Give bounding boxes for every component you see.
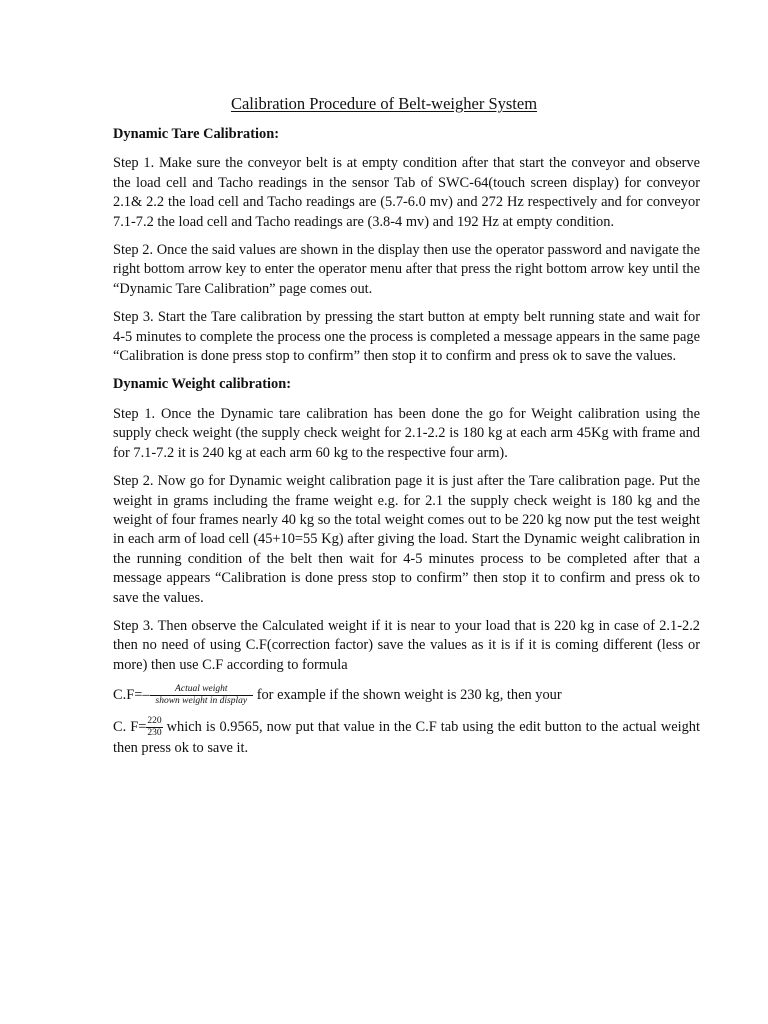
section-heading-tare <box>113 125 700 144</box>
cf-example-denominator: 230 <box>147 728 162 739</box>
tare-step-2: Step 2. Once the said values are shown in the display then use the operator password and navigate the right bottom arrow key to enter the operator menu after that press the right bottom arrow key until the “Dynamic Tare Calibration” page comes out. <box>113 242 700 297</box>
cf-formula-suffix: for example if the shown weight is 230 kg, then your <box>253 686 562 703</box>
weight-step-3: Step 3. Then observe the Calculated weight if it is near to your load that is 220 kg in case of 2.1-2.2 then no need of using C.F(correction factor) save the values as it is if it is coming different (less or more) then use C.F according to formula <box>113 617 700 673</box>
weight-step-1: Step 1. Once the Dynamic tare calibration has been done the go for Weight calibration using the supply check weight (the supply check weight for 2.1-2.2 is 180 kg at each arm 45Kg with frame and for 7.1-7.2 it is 240 kg at each arm 60 kg to the respective four arm). <box>113 405 700 461</box>
section-heading-tare-text: Dynamic Tare Calibration <box>113 126 275 142</box>
page-title <box>0 94 768 114</box>
tare-step-1: Step 1. Make sure the conveyor belt is at empty condition after that start the conveyor and observe the load cell and Tacho readings in the sensor Tab of SWC-64(touch screen display) for conveyor 2.1& 2.2 the load cell and Tacho readings are (5.7-6.0 mv) and 272 Hz respectively and for conveyor 7.1-7.2 the load cell and Tacho readings are (3.8-4 mv) and 192 Hz at empty condition. <box>113 155 700 230</box>
cf-formula <box>113 684 700 707</box>
cf-example <box>113 716 700 758</box>
section-heading-tare-colon: : <box>274 126 280 142</box>
tare-step-3: Step 3. Start the Tare calibration by pressing the start button at empty belt running state and wait for 4-5 minutes to complete the process one the process is completed a message appears in the same page “Calibration is done press stop to confirm” then stop it to confirm and press ok to save the values. <box>113 309 700 365</box>
cf-denominator: shown weight in display <box>155 696 248 707</box>
section-heading-weight: Dynamic Weight calibration: <box>113 376 292 393</box>
cf-example-fraction <box>146 716 162 739</box>
cf-formula-prefix: C.F=– <box>113 686 150 703</box>
cf-fraction <box>150 684 254 707</box>
weight-step-2: Step 2. Now go for Dynamic weight calibration page it is just after the Tare calibration page. Put the weight in grams including the frame weight e.g. for 2.1 the supply check weight is 180 kg and the weight of four frames nearly 40 kg so the total weight comes out to be 220 kg now put the test weight in each arm of load cell (45+10=55 Kg) after giving the load. Start the Dynamic weight calibration in the running condition of the belt then wait for 4-5 minutes process to be completed after that a message appears “Calibration is done press stop to confirm” then stop it to confirm and press ok to save the values. <box>113 473 700 606</box>
cf-numerator: Actual weight <box>175 684 228 695</box>
cf-example-prefix: C. F= <box>113 718 147 735</box>
cf-example-suffix: which is 0.9565, now put that value in the C.F tab using the edit button to the actual weight then press ok to save it. <box>113 718 700 757</box>
page-title-text: Calibration Procedure of Belt-weigher System <box>230 94 538 113</box>
document-body <box>113 125 700 768</box>
cf-example-numerator: 220 <box>147 716 162 727</box>
